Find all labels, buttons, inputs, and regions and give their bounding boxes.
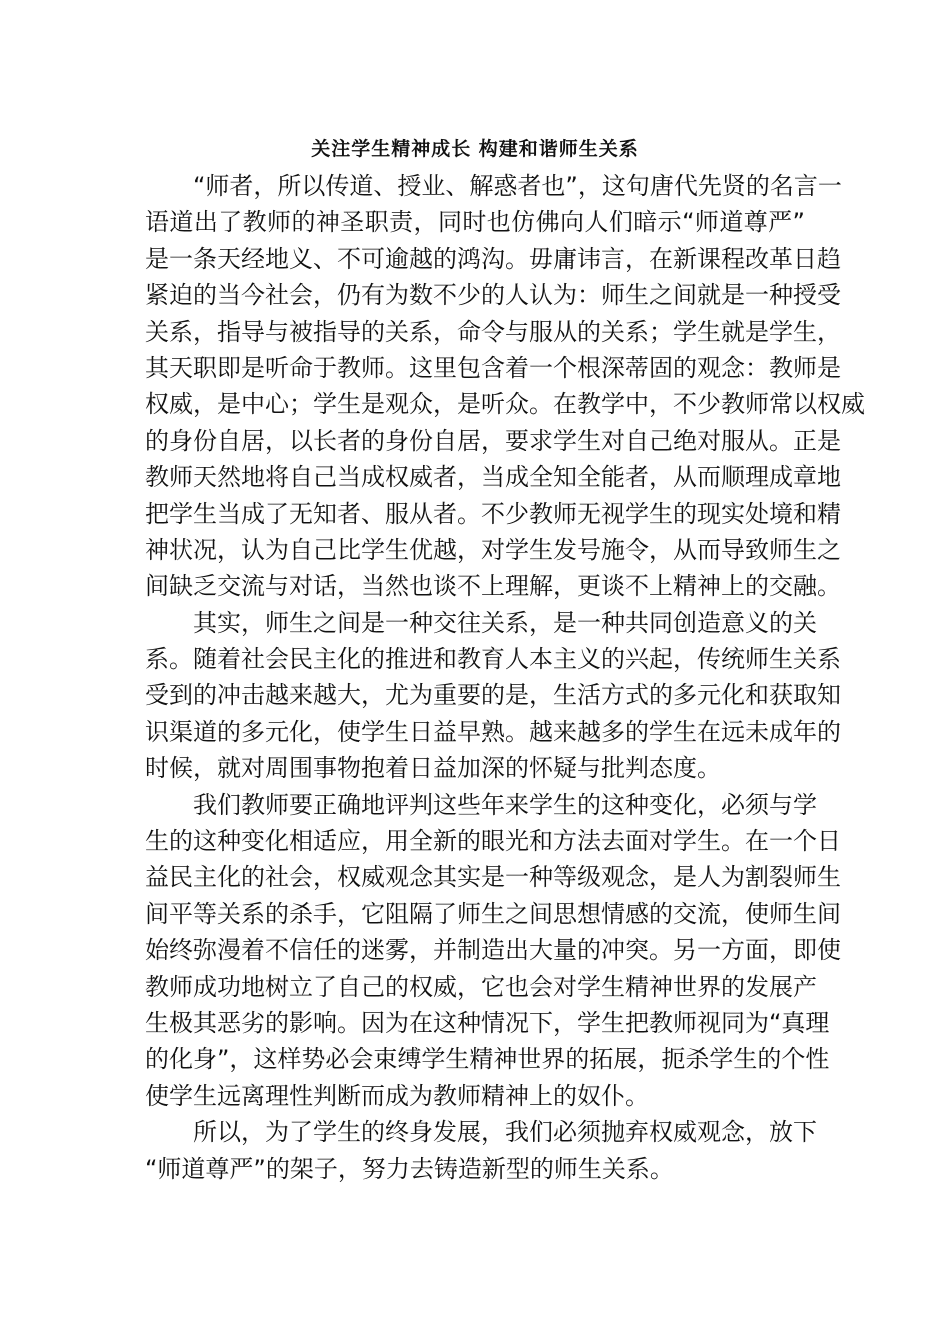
text-line: 所以，为了学生的终身发展，我们必须抛弃权威观念，放下 — [193, 1118, 817, 1147]
document-body — [145, 168, 865, 1187]
text-line: 系。随着社会民主化的推进和教育人本主义的兴起，传统师生关系 — [145, 645, 841, 674]
text-line: 受到的冲击越来越大，尤为重要的是，生活方式的多元化和获取知 — [145, 681, 841, 710]
text-line: 语道出了教师的神圣职责，同时也仿佛向人们暗示“师道尊严” — [145, 208, 805, 237]
text-line: 教师成功地树立了自己的权威，它也会对学生精神世界的发展产 — [145, 972, 817, 1001]
text-line: “师道尊严”的架子，努力去铸造新型的师生关系。 — [145, 1154, 674, 1183]
paragraph — [145, 1114, 817, 1187]
text-line: 紧迫的当今社会，仍有为数不少的人认为：师生之间就是一种授受 — [145, 281, 841, 310]
text-line: 神状况，认为自己比学生优越，对学生发号施令，从而导致师生之 — [145, 535, 841, 564]
text-line: 关系，指导与被指导的关系，命令与服从的关系；学生就是学生， — [145, 317, 841, 346]
paragraph — [145, 168, 865, 605]
text-line: 生的这种变化相适应，用全新的眼光和方法去面对学生。在一个日 — [145, 827, 841, 856]
text-line: 间缺乏交流与对话，当然也谈不上理解，更谈不上精神上的交融。 — [145, 572, 841, 601]
text-line: 是一条天经地义、不可逾越的鸿沟。毋庸讳言，在新课程改革日趋 — [145, 244, 841, 273]
document-title: 关注学生精神成长 构建和谐师生关系 — [311, 138, 639, 160]
text-line: 我们教师要正确地评判这些年来学生的这种变化，必须与学 — [193, 790, 817, 819]
paragraph — [145, 605, 841, 787]
text-line: 其实，师生之间是一种交往关系，是一种共同创造意义的关 — [193, 608, 817, 637]
text-line: 识渠道的多元化，使学生日益早熟。越来越多的学生在远未成年的 — [145, 717, 841, 746]
text-line: 把学生当成了无知者、服从者。不少教师无视学生的现实处境和精 — [145, 499, 841, 528]
text-line: “师者，所以传道、授业、解惑者也”，这句唐代先贤的名言一 — [193, 172, 842, 200]
text-line: 使学生远离理性判断而成为教师精神上的奴仆。 — [145, 1081, 649, 1110]
text-line: 的身份自居，以长者的身份自居，要求学生对自己绝对服从。正是 — [145, 426, 841, 455]
text-line: 时候，就对周围事物抱着日益加深的怀疑与批判态度。 — [145, 754, 721, 783]
text-line: 的化身”，这样势必会束缚学生精神世界的拓展，扼杀学生的个性 — [145, 1045, 830, 1074]
text-line: 始终弥漫着不信任的迷雾，并制造出大量的冲突。另一方面，即使 — [145, 936, 841, 965]
text-line: 生极其恶劣的影响。因为在这种情况下，学生把教师视同为“真理 — [145, 1008, 830, 1037]
text-line: 益民主化的社会，权威观念其实是一种等级观念，是人为割裂师生 — [145, 863, 841, 892]
text-line: 间平等关系的杀手，它阻隔了师生之间思想情感的交流，使师生间 — [145, 899, 841, 928]
paragraph — [145, 787, 841, 1115]
text-line: 其天职即是听命于教师。这里包含着一个根深蒂固的观念：教师是 — [145, 353, 841, 382]
text-line: 教师天然地将自己当成权威者，当成全知全能者，从而顺理成章地 — [145, 463, 841, 492]
text-line: 权威，是中心；学生是观众，是听众。在教学中，不少教师常以权威 — [145, 390, 865, 419]
